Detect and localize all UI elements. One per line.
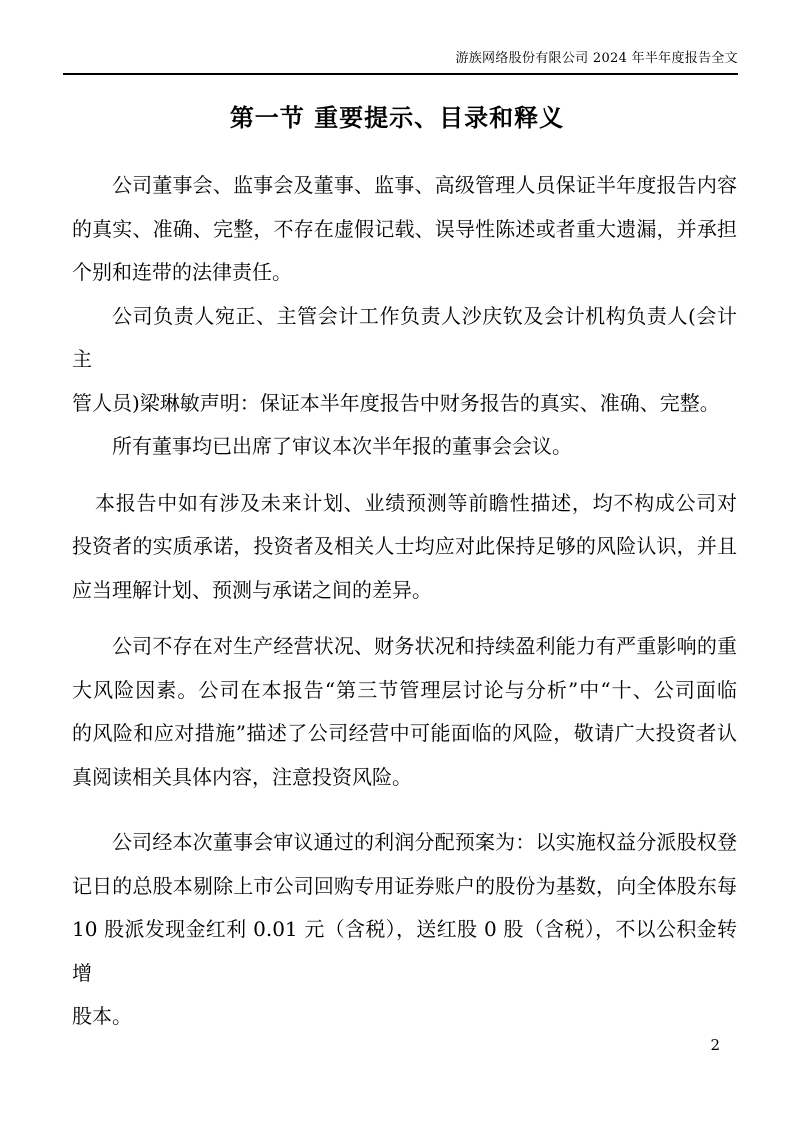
text-line: 大风险因素。公司在本报告“第三节管理层讨论与分析”中“十、公司面临 bbox=[72, 677, 737, 702]
text-line: 应当理解计划、预测与承诺之间的差异。 bbox=[72, 577, 432, 602]
body-paragraphs bbox=[72, 164, 737, 1039]
text-line: 本报告中如有涉及未来计划、业绩预测等前瞻性描述，均不构成公司对 bbox=[95, 490, 737, 515]
text-line: 真阅读相关具体内容，注意投资风险。 bbox=[72, 764, 412, 789]
text-line: 管人员)梁琳敏声明：保证本半年度报告中财务报告的真实、准确、完整。 bbox=[72, 390, 720, 415]
paragraph bbox=[72, 625, 737, 799]
text-line: 公司董事会、监事会及董事、监事、高级管理人员保证半年度报告内容 bbox=[112, 173, 737, 197]
text-line: 的风险和应对措施”描述了公司经营中可能面临的风险，敬请广大投资者认 bbox=[72, 721, 737, 745]
text-line: 公司负责人宛正、主管会计工作负责人沙庆钦及会计机构负责人(会计主 bbox=[72, 303, 737, 371]
paragraph bbox=[72, 482, 737, 613]
paragraph bbox=[72, 821, 737, 1039]
paragraph bbox=[72, 164, 737, 295]
text-line: 股本。 bbox=[72, 1004, 132, 1028]
page-number: 2 bbox=[710, 1036, 720, 1054]
page-title: 第一节 重要提示、目录和释义 bbox=[229, 103, 565, 132]
paragraph bbox=[72, 425, 737, 469]
text-line: 投资者的实质承诺，投资者及相关人士均应对此保持足够的风险认识，并且 bbox=[72, 534, 737, 558]
text-line: 个别和连带的法律责任。 bbox=[72, 260, 292, 284]
running-header-text: 游族网络股份有限公司 2024 年半年度报告全文 bbox=[455, 51, 738, 66]
text-line: 记日的总股本剔除上市公司回购专用证券账户的股份为基数，向全体股东每 bbox=[72, 873, 737, 898]
text-line: 10 股派发现金红利 0.01 元（含税），送红股 0 股（含税），不以公积金转增 bbox=[72, 917, 737, 985]
paragraph bbox=[72, 295, 737, 426]
text-line: 的真实、准确、完整，不存在虚假记载、误导性陈述或者重大遗漏，并承担 bbox=[72, 216, 737, 241]
text-line: 公司不存在对生产经营状况、财务状况和持续盈利能力有严重影响的重 bbox=[112, 634, 737, 658]
running-header bbox=[63, 0, 738, 75]
text-line: 公司经本次董事会审议通过的利润分配预案为：以实施权益分派股权登 bbox=[112, 830, 737, 854]
text-line: 所有董事均已出席了审议本次半年报的董事会会议。 bbox=[112, 434, 572, 458]
